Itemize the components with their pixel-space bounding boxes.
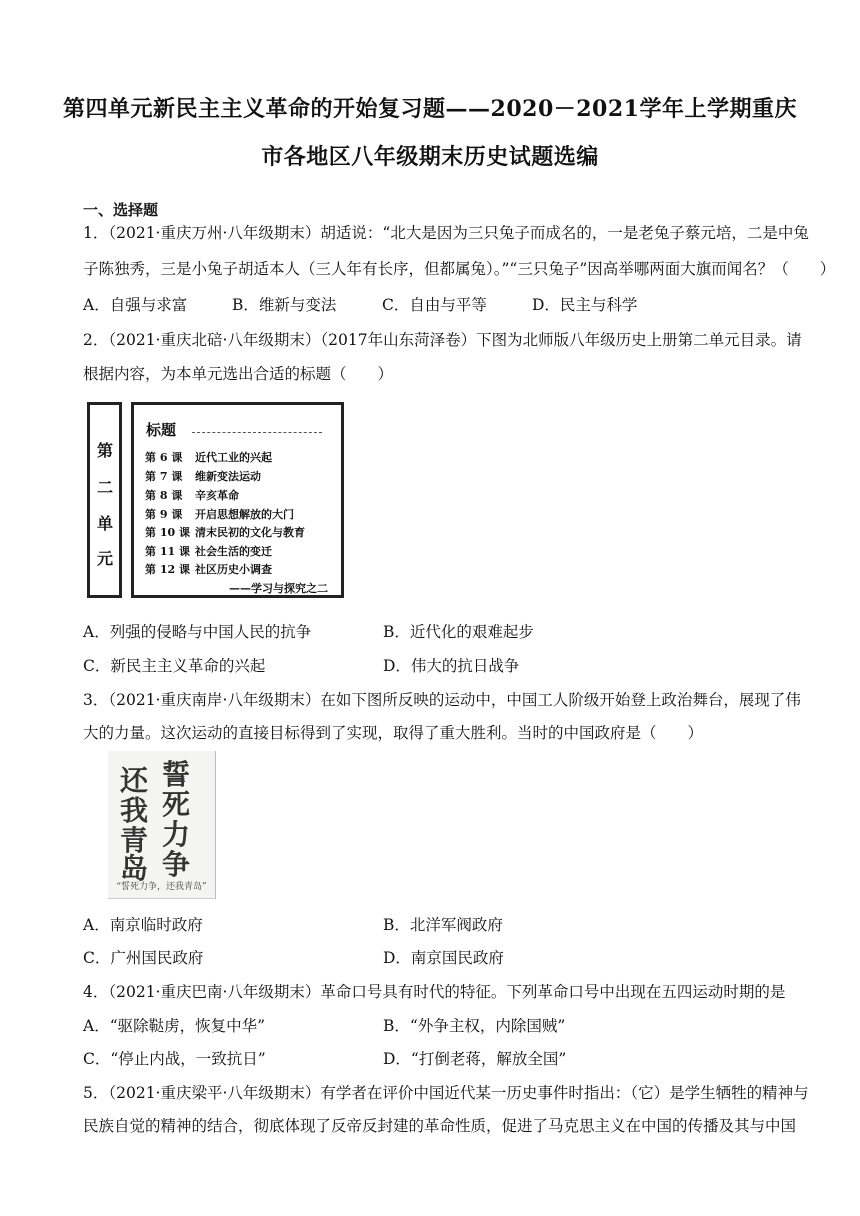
toc-unit-char: 第 [96, 441, 113, 460]
calligraphy-char: 还 [120, 764, 149, 797]
toc-footer: ——学习与探究之二 [229, 582, 328, 595]
question-2-line-1: 2．（2021·重庆北碚·八年级期末）（2017年山东菏泽卷）下图为北师版八年级历史上册第二单元目录。请 [83, 331, 802, 349]
figure-calligraphy-slogan [108, 751, 216, 899]
document-title-line2: 市各地区八年级期末历史试题选编 [261, 144, 599, 170]
toc-unit-label [87, 402, 122, 598]
toc-row: 第 6 课 近代工业的兴起 [145, 451, 272, 464]
calligraphy-char: 争 [162, 848, 191, 881]
section-heading: 一、选择题 [83, 201, 159, 219]
question-3-option-a: A．南京临时政府 [83, 916, 203, 934]
calligraphy-char: 力 [162, 818, 191, 851]
question-3-line-2: 大的力量。这次运动的直接目标得到了实现，取得了重大胜利。当时的中国政府是（ ） [83, 724, 704, 742]
toc-blank-line [192, 432, 322, 433]
question-3-option-c: C．广州国民政府 [83, 949, 204, 967]
toc-row: 第 10 课 清末民初的文化与教育 [145, 526, 305, 539]
question-1-option-b: B．维新与变法 [232, 296, 337, 314]
toc-row: 第 8 课 辛亥革命 [145, 489, 239, 502]
document-title-line1: 第四单元新民主主义革命的开始复习题——2020－2021学年上学期重庆 [63, 96, 797, 122]
calligraphy-char: 岛 [120, 852, 149, 885]
toc-heading: 标题 [146, 421, 177, 439]
toc-unit-char: 单 [96, 514, 113, 533]
toc-unit-char: 二 [96, 478, 113, 497]
question-1-option-c: C．自由与平等 [382, 296, 487, 314]
calligraphy-char: 誓 [162, 758, 191, 791]
calligraphy-char: 我 [120, 794, 149, 827]
question-2-line-2: 根据内容，为本单元选出合适的标题（ ） [83, 365, 394, 383]
question-2-option-b: B．近代化的艰难起步 [383, 623, 534, 641]
question-1-line-2: 子陈独秀，三是小兔子胡适本人（三人年有长序，但都属兔）。”“三只兔子”因高举哪两面大旗而闻名？（ ） [83, 260, 836, 278]
question-4-option-b: B．“外争主权，内除国贼” [383, 1017, 566, 1035]
question-3-option-b: B．北洋军阀政府 [383, 916, 503, 934]
question-2-option-d: D．伟大的抗日战争 [383, 657, 520, 675]
question-4-option-a: A．“驱除鞑虏，恢复中华” [83, 1017, 266, 1035]
question-5-line-1: 5．（2021·重庆梁平·八年级期末）有学者在评价中国近代某一历史事件时指出：（它）是学生牺牲的精神与 [83, 1084, 809, 1102]
question-3-option-d: D．南京国民政府 [383, 949, 504, 967]
calligraphy-char: 死 [162, 788, 191, 821]
question-1-option-d: D．民主与科学 [532, 296, 638, 314]
toc-row: 第 7 课 维新变法运动 [145, 470, 261, 483]
calligraphy-char: 青 [120, 824, 149, 857]
toc-row: 第 11 课 社会生活的变迁 [145, 545, 272, 558]
question-2-option-a: A．列强的侵略与中国人民的抗争 [83, 623, 312, 641]
question-2-option-c: C．新民主主义革命的兴起 [83, 657, 266, 675]
question-3-line-1: 3．（2021·重庆南岸·八年级期末）在如下图所反映的运动中，中国工人阶级开始登上政治舞台，展现了伟 [83, 691, 801, 709]
question-1-line-1: 1．（2021·重庆万州·八年级期末）胡适说：“北大是因为三只兔子而成名的，一是老兔子蔡元培，二是中兔 [83, 224, 809, 242]
question-4-option-d: D．“打倒老蒋，解放全国” [383, 1050, 567, 1068]
question-4-option-c: C．“停止内战，一致抗日” [83, 1050, 266, 1068]
toc-unit-char: 元 [96, 549, 113, 568]
question-5-line-2: 民族自觉的精神的结合，彻底体现了反帝反封建的革命性质，促进了马克思主义在中国的传播及其与中国 [83, 1117, 797, 1135]
toc-row: 第 12 课 社区历史小调查 [145, 563, 272, 576]
toc-list-box [131, 402, 344, 598]
question-4-line-1: 4．（2021·重庆巴南·八年级期末）革命口号具有时代的特征。下列革命口号中出现在五四运动时期的是 [83, 983, 786, 1001]
toc-row: 第 9 课 开启思想解放的大门 [145, 508, 294, 521]
question-1-option-a: A．自强与求富 [83, 296, 188, 314]
calligraphy-caption: “誓死力争，还我青岛” [116, 882, 207, 892]
